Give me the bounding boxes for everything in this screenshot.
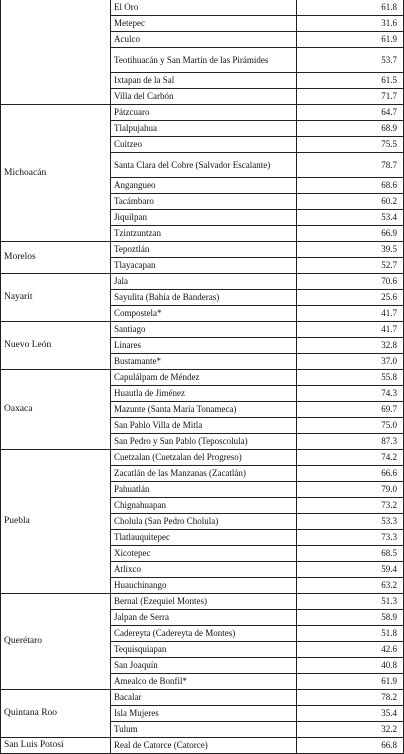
value-cell: 74.2	[297, 450, 404, 466]
town-cell: Metepec	[111, 16, 297, 32]
value-cell: 61.5	[297, 73, 404, 89]
value-cell: 66.9	[297, 226, 404, 242]
town-cell: Jalpan de Serra	[111, 610, 297, 626]
town-cell: Tequisquiapan	[111, 642, 297, 658]
town-cell: San Pedro y San Pablo (Teposcolula)	[111, 434, 297, 450]
value-cell: 35.4	[297, 706, 404, 722]
value-cell: 78.7	[297, 153, 404, 178]
town-cell: Teotihuacán y San Martín de las Pirámides	[111, 48, 297, 73]
table-body	[1, 0, 404, 754]
table-row	[1, 690, 404, 706]
town-cell: Sayulita (Bahía de Banderas)	[111, 290, 297, 306]
town-cell: Tacámbaro	[111, 194, 297, 210]
value-cell: 53.7	[297, 48, 404, 73]
town-cell: Jiquilpan	[111, 210, 297, 226]
state-cell: Nuevo León	[1, 322, 111, 370]
town-cell: Bacalar	[111, 690, 297, 706]
town-cell: Mazunte (Santa María Tonameca)	[111, 402, 297, 418]
value-cell: 63.2	[297, 578, 404, 594]
town-cell: El Oro	[111, 0, 297, 16]
table-row	[1, 0, 404, 16]
town-cell: Bernal (Ezequiel Montes)	[111, 594, 297, 610]
value-cell: 61.9	[297, 674, 404, 690]
table-row	[1, 594, 404, 610]
value-cell: 39.5	[297, 242, 404, 258]
value-cell: 59.4	[297, 562, 404, 578]
value-cell: 73.2	[297, 498, 404, 514]
value-cell: 79.0	[297, 482, 404, 498]
town-cell: Ixtapan de la Sal	[111, 73, 297, 89]
town-cell: Huautla de Jiménez	[111, 386, 297, 402]
town-cell: Tulum	[111, 722, 297, 738]
value-cell: 64.7	[297, 105, 404, 121]
value-cell: 55.8	[297, 370, 404, 386]
state-cell: Puebla	[1, 450, 111, 594]
town-cell: Tepoztlán	[111, 242, 297, 258]
value-cell: 53.4	[297, 210, 404, 226]
value-cell: 60.2	[297, 194, 404, 210]
town-cell: Jala	[111, 274, 297, 290]
value-cell: 87.3	[297, 434, 404, 450]
value-cell: 40.8	[297, 658, 404, 674]
town-cell: San Pablo Villa de Mitla	[111, 418, 297, 434]
town-cell: Cuetzalan (Cuetzalan del Progreso)	[111, 450, 297, 466]
town-cell: Angangueo	[111, 178, 297, 194]
town-cell: Real de Catorce (Catorce)	[111, 738, 297, 754]
value-cell: 37.0	[297, 354, 404, 370]
value-cell: 53.3	[297, 514, 404, 530]
value-cell: 73.3	[297, 530, 404, 546]
value-cell: 68.5	[297, 546, 404, 562]
value-cell: 25.6	[297, 290, 404, 306]
value-cell: 58.9	[297, 610, 404, 626]
table-row	[1, 322, 404, 338]
table-row	[1, 105, 404, 121]
town-cell: Cadereyta (Cadereyta de Montes)	[111, 626, 297, 642]
state-cell: Oaxaca	[1, 370, 111, 450]
value-cell: 51.3	[297, 594, 404, 610]
town-cell: Chignahuapan	[111, 498, 297, 514]
town-cell: Isla Mujeres	[111, 706, 297, 722]
town-cell: Zacatlán de las Manzanas (Zacatlán)	[111, 466, 297, 482]
table-row	[1, 450, 404, 466]
state-cell: Michoacán	[1, 105, 111, 242]
town-cell: Atlixco	[111, 562, 297, 578]
town-cell: Bustamante*	[111, 354, 297, 370]
value-cell: 31.6	[297, 16, 404, 32]
town-cell: Huauchinango	[111, 578, 297, 594]
town-cell: Cholula (San Pedro Cholula)	[111, 514, 297, 530]
town-cell: Tlatlauquitepec	[111, 530, 297, 546]
town-cell: Tlalpujahua	[111, 121, 297, 137]
table-row	[1, 738, 404, 754]
state-cell: Querétaro	[1, 594, 111, 690]
state-cell	[1, 0, 111, 105]
value-cell: 68.6	[297, 178, 404, 194]
value-cell: 66.8	[297, 738, 404, 754]
value-cell: 51.8	[297, 626, 404, 642]
town-cell: Capulálpam de Méndez	[111, 370, 297, 386]
town-cell: Villa del Carbón	[111, 89, 297, 105]
value-cell: 74.3	[297, 386, 404, 402]
value-cell: 69.7	[297, 402, 404, 418]
value-cell: 68.9	[297, 121, 404, 137]
state-cell: Morelos	[1, 242, 111, 274]
town-cell: Tzintzuntzan	[111, 226, 297, 242]
town-cell: Santiago	[111, 322, 297, 338]
town-cell: San Joaquín	[111, 658, 297, 674]
town-cell: Tlayacapan	[111, 258, 297, 274]
state-cell: San Luis Potosí	[1, 738, 111, 754]
value-cell: 61.9	[297, 32, 404, 48]
value-cell: 71.7	[297, 89, 404, 105]
town-cell: Cuitzeo	[111, 137, 297, 153]
value-cell: 75.0	[297, 418, 404, 434]
town-cell: Compostela*	[111, 306, 297, 322]
town-cell: Pátzcuaro	[111, 105, 297, 121]
value-cell: 32.2	[297, 722, 404, 738]
table-row	[1, 370, 404, 386]
town-cell: Aculco	[111, 32, 297, 48]
value-cell: 52.7	[297, 258, 404, 274]
value-cell: 41.7	[297, 322, 404, 338]
town-cell: Santa Clara del Cobre (Salvador Escalante)	[111, 153, 297, 178]
state-cell: Nayarit	[1, 274, 111, 322]
value-cell: 78.2	[297, 690, 404, 706]
town-cell: Pahuatlán	[111, 482, 297, 498]
value-cell: 41.7	[297, 306, 404, 322]
value-cell: 66.6	[297, 466, 404, 482]
town-cell: Amealco de Bonfil*	[111, 674, 297, 690]
value-cell: 61.8	[297, 0, 404, 16]
state-cell: Quintana Roo	[1, 690, 111, 738]
value-cell: 70.6	[297, 274, 404, 290]
value-cell: 42.6	[297, 642, 404, 658]
value-cell: 75.5	[297, 137, 404, 153]
town-cell: Xicotepec	[111, 546, 297, 562]
value-cell: 32.8	[297, 338, 404, 354]
table-row	[1, 242, 404, 258]
town-cell: Linares	[111, 338, 297, 354]
table-row	[1, 274, 404, 290]
